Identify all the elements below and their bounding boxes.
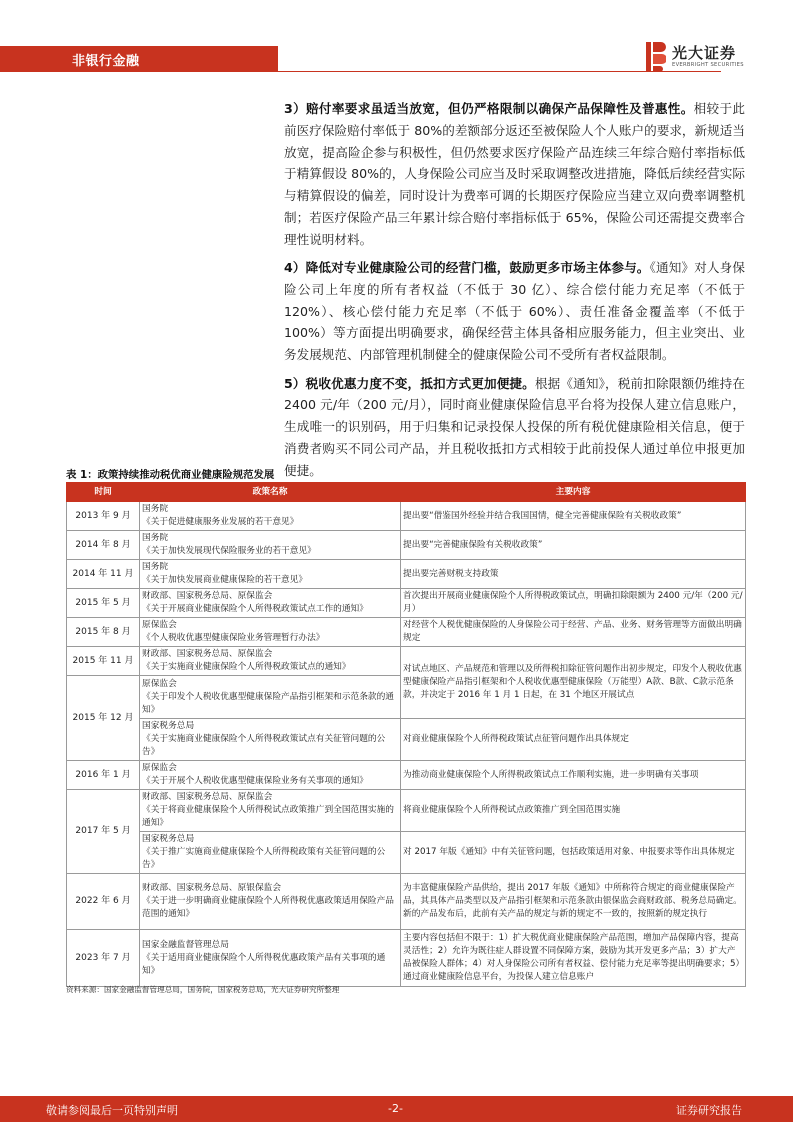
cell-time: 2015 年 8 月 (67, 618, 140, 647)
paragraph-1 (284, 98, 745, 251)
cell-content: 将商业健康保险个人所得税试点政策推广到全国范围实施 (401, 790, 746, 832)
table-row (67, 930, 746, 987)
cell-time: 2015 年 12 月 (67, 676, 140, 761)
cell-content: 首次提出开展商业健康保险个人所得税政策试点，明确扣除限额为 2400 元/年（200 元/月） (401, 589, 746, 618)
header-policy: 政策名称 (140, 483, 401, 502)
table-row (67, 589, 746, 618)
table-row (67, 719, 746, 761)
paragraph-3 (284, 373, 745, 482)
table-row (67, 618, 746, 647)
cell-content: 为推动商业健康保险个人所得税政策试点工作顺利实施，进一步明确有关事项 (401, 761, 746, 790)
paragraph-2 (284, 257, 745, 366)
brand-logo (644, 40, 774, 74)
cell-content: 对 2017 年版《通知》中有关征管问题，包括政策适用对象、申报要求等作出具体规定 (401, 832, 746, 874)
cell-policy: 原保监会 《关于印发个人税收优惠型健康保险产品指引框架和示范条款的通知》 (140, 676, 401, 719)
cell-content: 提出要“借鉴国外经验并结合我国国情，健全完善健康保险有关税收政策” (401, 502, 746, 531)
table-row (67, 790, 746, 832)
paragraph-1-text: 相较于此前医疗保险赔付率低于 80%的差额部分返还至被保险人个人账户的要求，新规适当放宽，提高险企参与积极性，但仍然要求医疗保险产品连续三年综合赔付率指标低于精算假设 80%的，人身保险公司应当及时采取调整改进措施，降低后续经营实际与精算假设的偏差，同时设计为费率可调的长期医疗保险应当建立双向费率调整机制；若医疗保险产品三年累计综合赔付率指标低于 65%，保险公司还需提交费率合理性说明材料。 (284, 101, 745, 247)
cell-content: 对试点地区、产品规范和管理以及所得税扣除征管问题作出初步规定，印发个人税收优惠型健康保险产品指引框架和个人税收优惠型健康保险（万能型）A款、B款、C款示范条款，并决定于 2016 年 1 月 1 日起，在 31 个地区开展试点 (401, 647, 746, 719)
section-banner (0, 46, 278, 72)
cell-content: 为丰富健康保险产品供给，提出 2017 年版《通知》中所称符合规定的商业健康保险产品，其具体产品类型以及产品指引框架和示范条款由银保监会商财政部、税务总局确定。新的产品发布后，此前有关产品的规定与新的规定不一致的，按照新的规定执行 (401, 874, 746, 930)
cell-time: 2017 年 5 月 (67, 790, 140, 874)
table-row (67, 647, 746, 676)
cell-policy: 国家金融监督管理总局 《关于适用商业健康保险个人所得税优惠政策产品有关事项的通知》 (140, 930, 401, 987)
cell-policy: 原保监会 《关于开展个人税收优惠型健康保险业务有关事项的通知》 (140, 761, 401, 790)
table-row (67, 761, 746, 790)
cell-policy: 国家税务总局 《关于推广实施商业健康保险个人所得税政策有关征管问题的公告》 (140, 832, 401, 874)
footer-report-type: 证券研究报告 (676, 1104, 742, 1117)
cell-policy: 财政部、国家税务总局、原保监会 《关于开展商业健康保险个人所得税政策试点工作的通知》 (140, 589, 401, 618)
body-text (284, 98, 745, 488)
page-number: -2- (388, 1102, 403, 1115)
cell-time: 2022 年 6 月 (67, 874, 140, 930)
table-row (67, 502, 746, 531)
cell-policy: 财政部、国家税务总局、原保监会 《关于将商业健康保险个人所得税试点政策推广到全国范围实施的通知》 (140, 790, 401, 832)
cell-content: 提出要“完善健康保险有关税收政策” (401, 531, 746, 560)
cell-content: 主要内容包括但不限于：1）扩大税优商业健康保险产品范围，增加产品保障内容，提高灵活性；2）允许为既往症人群设置不同保障方案，鼓励为其开发更多产品；3）扩大产品被保险人群体；4）对人身保险公司所有者权益、偿付能力充足率等提出明确要求；5）通过商业健康险信息平台，为投保人建立信息账户 (401, 930, 746, 987)
header-time: 时间 (67, 483, 140, 502)
cell-policy: 国务院 《关于促进健康服务业发展的若干意见》 (140, 502, 401, 531)
brand-name-en: EVERBRIGHT SECURITIES (672, 62, 744, 68)
cell-policy: 财政部、国家税务总局、原银保监会 《关于进一步明确商业健康保险个人所得税优惠政策适用保险产品范围的通知》 (140, 874, 401, 930)
cell-policy: 国务院 《关于加快发展商业健康保险的若干意见》 (140, 560, 401, 589)
footer-disclaimer: 敬请参阅最后一页特别声明 (46, 1104, 178, 1117)
table-caption: 表 1：政策持续推动税优商业健康险规范发展 (66, 469, 275, 481)
cell-time: 2014 年 8 月 (67, 531, 140, 560)
table-row (67, 531, 746, 560)
cell-time: 2015 年 11 月 (67, 647, 140, 676)
cell-time: 2016 年 1 月 (67, 761, 140, 790)
page-footer (0, 1096, 793, 1122)
cell-content: 提出要完善财税支持政策 (401, 560, 746, 589)
paragraph-3-lead: 5）税收优惠力度不变，抵扣方式更加便捷。 (284, 375, 535, 391)
cell-policy: 财政部、国家税务总局、原保监会 《关于实施商业健康保险个人所得税政策试点的通知》 (140, 647, 401, 676)
table-row (67, 832, 746, 874)
paragraph-1-lead: 3）赔付率要求虽适当放宽，但仍严格限制以确保产品保障性及普惠性。 (284, 101, 694, 116)
cell-policy: 国家税务总局 《关于实施商业健康保险个人所得税政策试点有关征管问题的公告》 (140, 719, 401, 761)
cell-time: 2015 年 5 月 (67, 589, 140, 618)
cell-content: 对经营个人税优健康保险的人身保险公司于经营、产品、业务、财务管理等方面做出明确规定 (401, 618, 746, 647)
cell-content: 对商业健康保险个人所得税政策试点征管问题作出具体规定 (401, 719, 746, 761)
brand-name-cn: 光大证券 (672, 44, 737, 62)
header-content: 主要内容 (401, 483, 746, 502)
table-source: 资料来源：国家金融监督管理总局，国务院，国家税务总局，光大证券研究所整理 (66, 985, 340, 994)
paragraph-2-lead: 4）降低对专业健康险公司的经营门槛，鼓励更多市场主体参与。 (284, 260, 650, 276)
table-header-row (67, 483, 746, 502)
table-row (67, 874, 746, 930)
section-title: 非银行金融 (72, 54, 140, 69)
cell-time: 2023 年 7 月 (67, 930, 140, 987)
paragraph-3-text: 根据《通知》，税前扣除限额仍维持在 2400 元/年（200 元/月），同时商业健康保险信息平台将为投保人建立信息账户，生成唯一的识别码，用于归集和记录投保人投保的所有税优健康险相关信息，便于消费者购买不同公司产品，并且税收抵扣方式相较于此前投保人通过单位申报更加便捷。 (284, 375, 746, 478)
paragraph-2-text: 《通知》对人身保险公司上年度的所有者权益（不低于 30 亿）、综合偿付能力充足率（不低于 120%）、核心偿付能力充足率（不低于 60%）、责任准备金覆盖率（不低于 100%）等方面提出明确要求，确保经营主体具备相应服务能力，但主业突出、业务发展规范、内部管理机制健全的健康保险公司不受所有者权益限制。 (284, 260, 745, 363)
cell-time: 2014 年 11 月 (67, 560, 140, 589)
cell-time: 2013 年 9 月 (67, 502, 140, 531)
policy-table (66, 482, 746, 987)
everbright-logo-icon (644, 40, 666, 74)
cell-policy: 原保监会 《个人税收优惠型健康保险业务管理暂行办法》 (140, 618, 401, 647)
cell-policy: 国务院 《关于加快发展现代保险服务业的若干意见》 (140, 531, 401, 560)
table-row (67, 560, 746, 589)
